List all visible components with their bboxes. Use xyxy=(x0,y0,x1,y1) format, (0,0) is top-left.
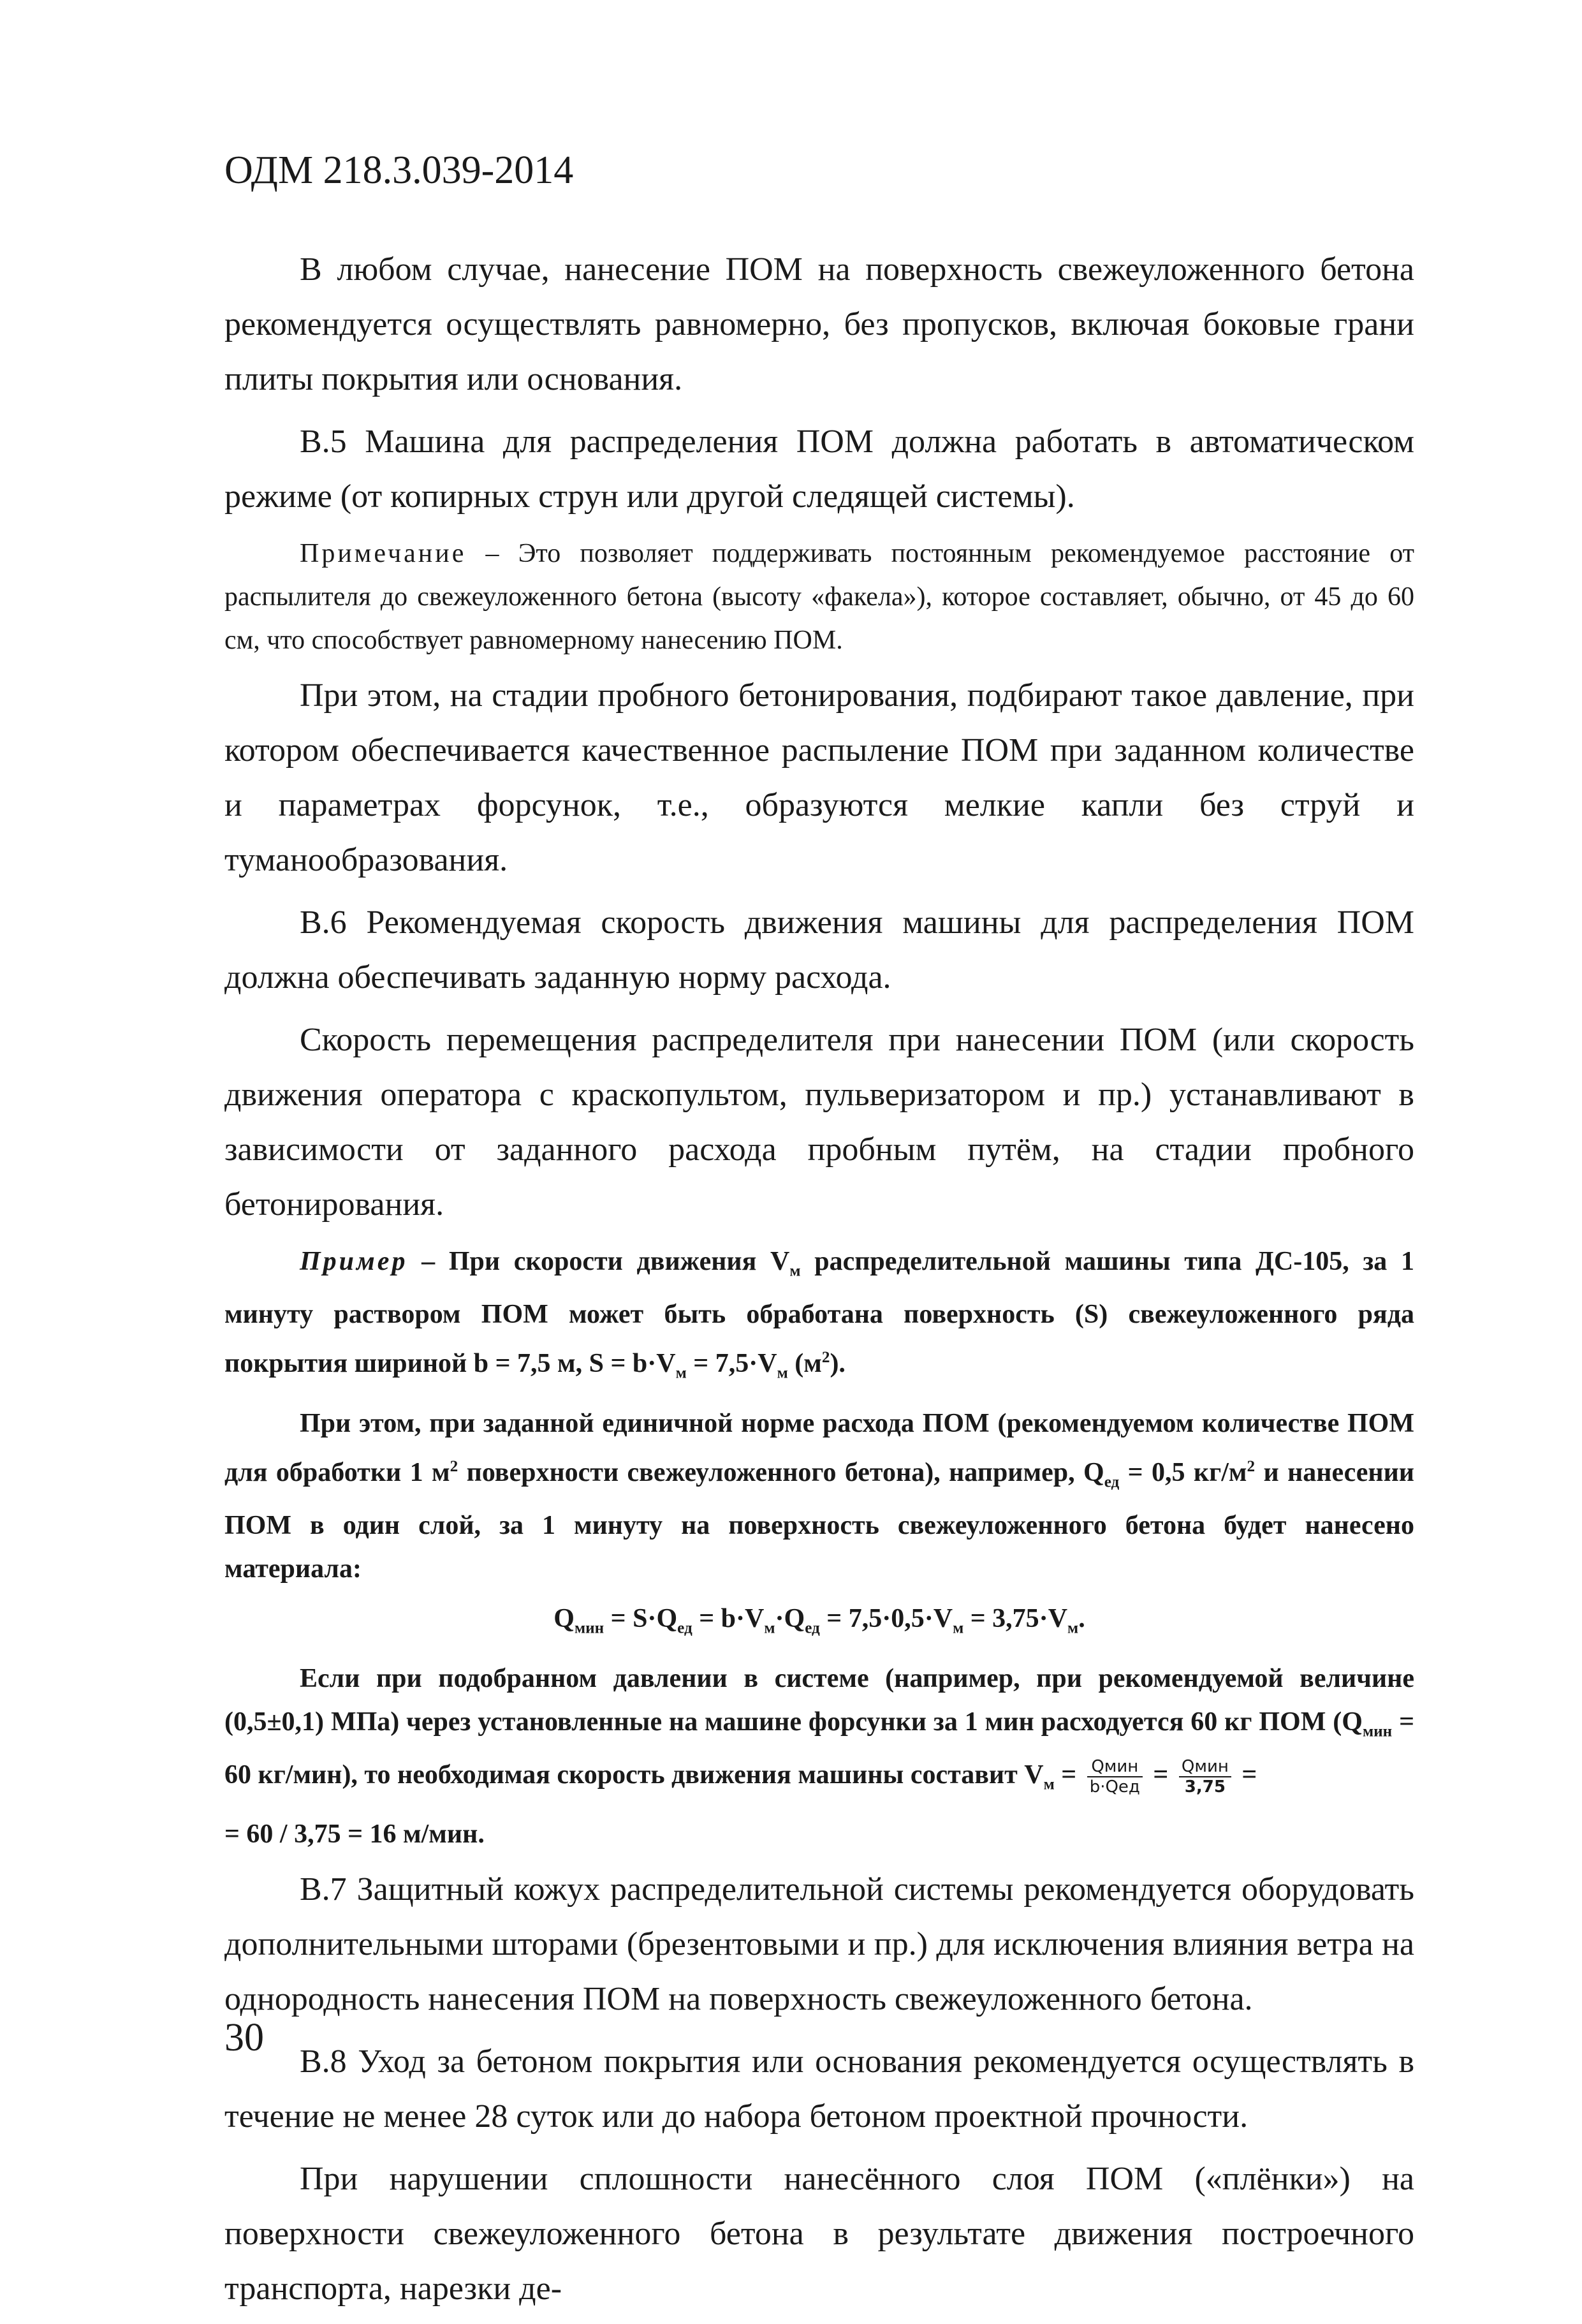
formula-q-min: $Q_{мин} = S\cdot Q_{ед} = b\cdot V_м\cdot Q_{ед} = 7,5\cdot 0,5\cdot V_м = 3,75\cdot V_м$. xyxy=(553,1604,1085,1637)
note-text: – Это позволяет поддерживать постоянным рекомендуемое расстояние от распылителя до свежеуложенного бетона (высоту «факела»), которое составляет, обычно, от 45 до 60 см, что способствует равномерному нанесению ПОМ. xyxy=(224,539,1414,655)
example-paragraph-1: Пример – При скорости движения $V_м$ распределительной машины типа ДС-105, за 1 минуту раствором ПОМ может быть обработана поверхность (S) свежеуложенного ряда покрытия шириной b = 7,5 м, $S = b\cdot V_м = 7,5\cdot V_м$ $(м^2)$. xyxy=(224,1247,1414,1382)
note-paragraph xyxy=(224,532,1414,662)
example-label: Пример xyxy=(300,1247,408,1276)
paragraph-b8: В.8 Уход за бетоном покрытия или основания рекомендуется осуществлять в течение не менее 28 суток или до набора бетоном проектной прочности. xyxy=(224,2043,1414,2135)
paragraph-any-case: В любом случае, нанесение ПОМ на поверхность свежеуложенного бетона рекомендуется осуществлять равномерно, без пропусков, включая боковые грани плиты покрытия или основания. xyxy=(224,251,1414,397)
paragraph-b5: В.5 Машина для распределения ПОМ должна работать в автоматическом режиме (от копирных струн или другой следящей системы). xyxy=(224,423,1414,515)
note-label: Примечание xyxy=(300,539,467,568)
paragraph-trial-pressure: При этом, на стадии пробного бетонирования, подбирают такое давление, при котором обеспечивается качественное распыление ПОМ при заданном количестве и параметрах форсунок, т.е., образуются мелкие капли без струй и туманообразования. xyxy=(224,677,1414,878)
page-number: 30 xyxy=(224,2016,264,2059)
fraction-qmin-over-bqed: $\frac{\text{Qмин}}{\text{b·Qед}}$ xyxy=(1087,1757,1143,1797)
example-paragraph-2: При этом, при заданной единичной норме расхода ПОМ (рекомендуемом количестве ПОМ для обработки 1 $м^2$ поверхности свежеуложенного бетона), например, $Q_{ед} = 0,5$ $кг/м^2$ и нанесении ПОМ в один слой, за 1 минуту на поверхность свежеуложенного бетона будет нанесено материала: xyxy=(224,1408,1415,1584)
fraction-qmin-over-375: $\frac{\text{Qмин}}{3,75}$ xyxy=(1179,1757,1231,1797)
document-code-header: ОДМ 218.3.039-2014 xyxy=(224,149,574,192)
paragraph-distributor-speed: Скорость перемещения распределителя при нанесении ПОМ (или скорость движения оператора с краскопультом, пульверизатором и пр.) устанавливают в зависимости от заданного расхода пробным путём, на стадии пробного бетонирования. xyxy=(224,1022,1414,1223)
paragraph-b7: В.7 Защитный кожух распределительной системы рекомендуется оборудовать дополнительными шторами (брезентовыми и пр.) для исключения влияния ветра на однородность нанесения ПОМ на поверхность свежеуложенного бетона. xyxy=(224,1871,1414,2018)
paragraph-film-damage: При нарушении сплошности нанесённого слоя ПОМ («плёнки») на поверхности свежеуложенного бетона в результате движения построечного транспорта, нарезки де- xyxy=(224,2161,1414,2307)
document-body xyxy=(224,242,1414,2324)
example-paragraph-3: Если при подобранном давлении в системе (например, при рекомендуемой величине (0,5±0,1) МПа) через установленные на машине форсунки за 1 мин расходуется 60 кг ПОМ ($Q_{мин} = 60$ кг/мин), то необходимая скорость движения машины составит $V_м$ = $\frac{\text{Qмин}}{\text{b·Qед}}$ = $\frac{\text{Qмин}}{3,75}$ = xyxy=(224,1663,1414,1797)
paragraph-b6: В.6 Рекомендуемая скорость движения машины для распределения ПОМ должна обеспечивать заданную норму расхода. xyxy=(224,904,1414,996)
example-result-line: = 60 / 3,75 = 16 м/мин. xyxy=(224,1820,485,1850)
